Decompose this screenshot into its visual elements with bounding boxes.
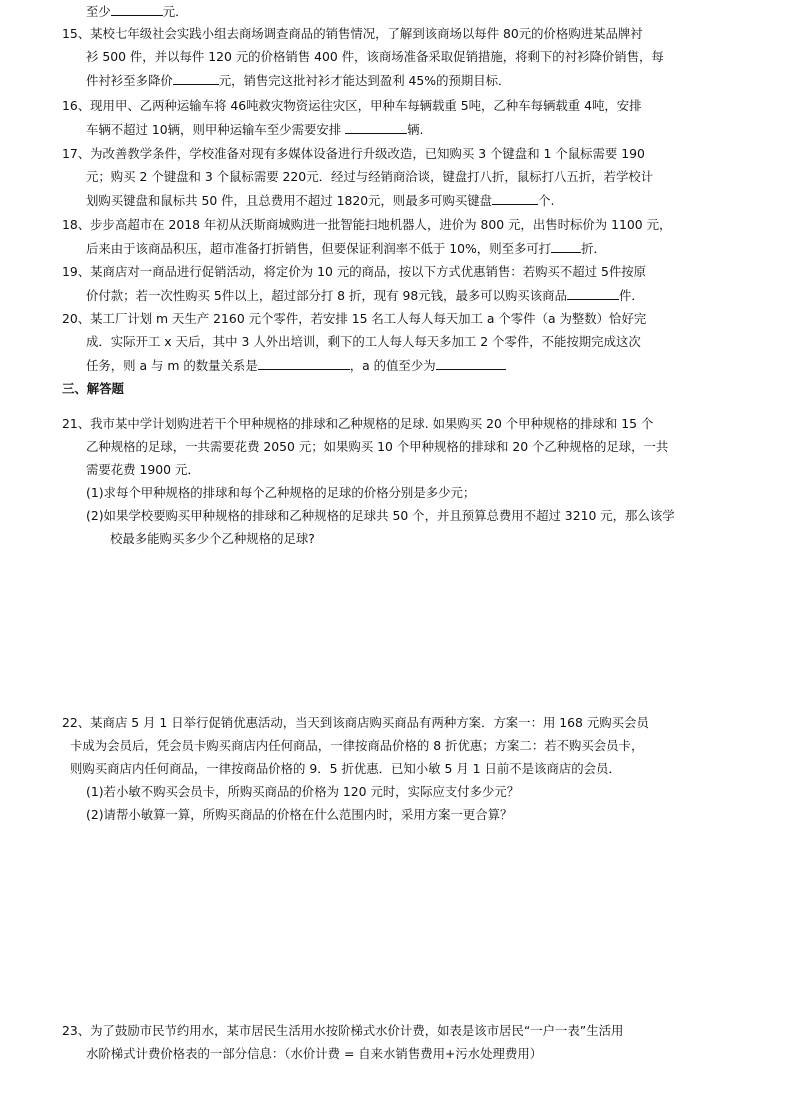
q17-text: 划购买键盘和鼠标共 50 件，且总费用不超过 1820元，则最多可购买键盘 — [86, 193, 493, 208]
q18-line-1: 18、步步高超市在 2018 年初从沃斯商城购进一批智能扫地机器人，进价为 800 元，出售时标价为 1100 元， — [62, 217, 672, 232]
q17-answer-blank[interactable] — [492, 191, 538, 205]
q19-line-2 — [86, 286, 644, 305]
q17-text-end: 个. — [538, 193, 555, 208]
q15-answer-blank[interactable] — [173, 71, 219, 85]
q14-answer-blank[interactable] — [111, 2, 163, 16]
q23-line-1: 23、为了鼓励市民节约用水，某市居民生活用水按阶梯式水价计费，如表是该市居民“一户一表”生活用 — [62, 1023, 624, 1038]
q18-line-2 — [86, 239, 606, 258]
q22-line-1: 22、某商店 5 月 1 日举行促销优惠活动，当天到该商店购买商品有两种方案．方案一：用 168 元购买会员 — [62, 715, 649, 730]
q21-line-2: 乙种规格的足球，一共需要花费 2050 元；如果购买 10 个甲种规格的排球和 20 个乙种规格的足球，一共 — [86, 439, 669, 454]
q19-line-1: 19、某商店对一商品进行促销活动，将定价为 10 元的商品，按以下方式优惠销售：若购买不超过 5件按原 — [62, 264, 647, 279]
q19-text: 价付款；若一次性购买 5件以上，超过部分打 8 折，现有 98元钱，最多可以购买该商品 — [86, 288, 567, 303]
q23-line-2: 水阶梯式计费价格表的一部分信息：（水价计费 = 自来水销售费用+污水处理费用） — [86, 1046, 543, 1061]
q17-line-2: 元；购买 2 个键盘和 3 个鼠标需要 220元．经过与经销商洽谈，键盘打八折，鼠标打八五折，若学校计 — [86, 169, 654, 184]
q22-part-2: (2)请帮小敏算一算，所购买商品的价格在什么范围内时，采用方案一更合算？ — [86, 807, 513, 822]
q20-text: 任务，则 a 与 m 的数量关系是 — [86, 358, 258, 373]
q16-line-1: 16、现用甲、乙两种运输车将 46吨救灾物资运往灾区，甲种车每辆载重 5吨，乙种车每辆载重 4吨，安排 — [62, 98, 642, 113]
q22-line-2: 卡成为会员后，凭会员卡购买商店内任何商品，一律按商品价格的 8 折优惠；方案二：若不购买会员卡， — [70, 738, 644, 753]
q20-answer-blank-1[interactable] — [258, 356, 350, 370]
q22-line-3: 则购买商店内任何商品，一律按商品价格的 9．5 折优惠．已知小敏 5 月 1 日前不是该商店的会员． — [70, 761, 621, 776]
q14-tail — [86, 2, 188, 21]
q15-line-1: 15、某校七年级社会实践小组去商场调查商品的销售情况，了解到该商场以每件 80元的价格购进某品牌衬 — [62, 26, 643, 41]
q15-text-end: 元，销售完这批衬衫才能达到盈利 45%的预期目标． — [218, 73, 511, 88]
q17-line-1: 17、为改善教学条件，学校准备对现有多媒体设备进行升级改造，已知购买 3 个键盘和 1 个鼠标需要 190 — [62, 146, 645, 161]
q20-text-mid: ，a 的值至少为 — [349, 358, 436, 373]
q16-text: 车辆不超过 10辆，则甲种运输车至少需要安排 — [86, 122, 342, 137]
q14-text-end: 元． — [162, 4, 188, 19]
q19-answer-blank[interactable] — [567, 286, 619, 300]
q14-text: 至少 — [86, 4, 111, 19]
q19-text-end: 件． — [618, 288, 644, 303]
q18-answer-blank[interactable] — [551, 239, 581, 253]
q20-line-1: 20、某工厂计划 m 天生产 2160 元个零件，若安排 15 名工人每人每天加工 a 个零件（a 为整数）恰好完 — [62, 311, 647, 326]
q15-line-2: 衫 500 件，并以每件 120 元的价格销售 400 件，该商场准备采取促销措施，将剩下的衬衫降价销售，每 — [86, 49, 664, 64]
q18-text: 后来由于该商品积压，超市准备打折销售，但要保证利润率不低于 10%，则至多可打 — [86, 241, 552, 256]
q16-text-end: 辆. — [407, 122, 424, 137]
q17-line-3 — [86, 191, 554, 210]
q20-line-3 — [86, 356, 506, 375]
q20-answer-blank-2[interactable] — [436, 356, 506, 370]
q21-line-3: 需要花费 1900 元． — [86, 462, 200, 477]
q22-part-1: (1)若小敏不购买会员卡，所购买商品的价格为 120 元时，实际应支付多少元？ — [86, 784, 520, 799]
q16-line-2 — [86, 120, 423, 139]
q16-answer-blank[interactable] — [345, 120, 407, 134]
q20-line-2: 成．实际开工 x 天后，其中 3 人外出培训，剩下的工人每人每天多加工 2 个零件，不能按期完成这次 — [86, 334, 641, 349]
q21-part-1: (1)求每个甲种规格的排球和每个乙种规格的足球的价格分别是多少元； — [86, 485, 476, 500]
q21-part-2-line-2: 校最多能购买多少个乙种规格的足球? — [110, 531, 315, 546]
q15-text: 件衬衫至多降价 — [86, 73, 173, 88]
q15-line-3 — [86, 71, 510, 90]
q18-text-end: 折． — [581, 241, 606, 256]
q21-part-2-line-1: (2)如果学校要购买甲种规格的排球和乙种规格的足球共 50 个，并且预算总费用不超过 3210 元，那么该学 — [86, 508, 675, 523]
section-heading: 三、解答题 — [62, 381, 124, 396]
q21-line-1: 21、我市某中学计划购进若干个甲种规格的排球和乙种规格的足球. 如果购买 20 个甲种规格的排球和 15 个 — [62, 416, 654, 431]
